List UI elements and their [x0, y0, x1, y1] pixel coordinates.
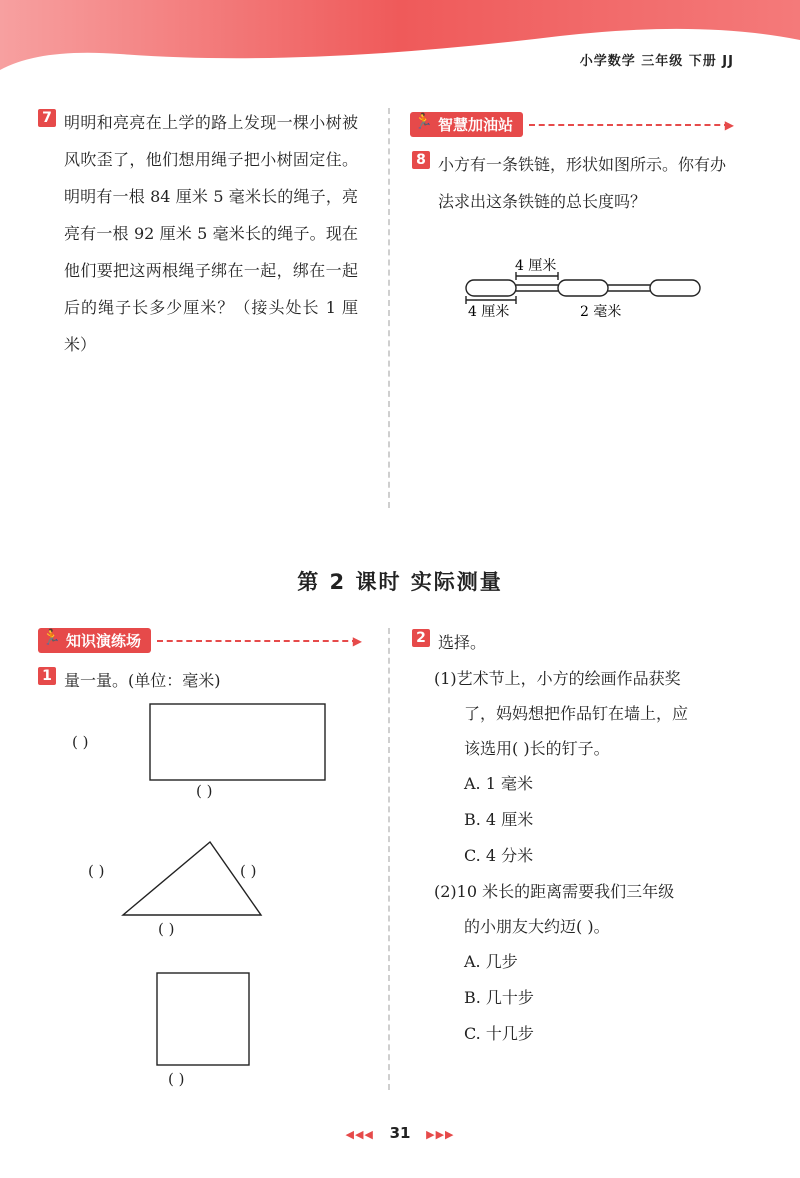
section-tag-pill	[410, 112, 523, 137]
square-shape	[157, 973, 249, 1065]
label-top: 4 厘米	[515, 258, 557, 274]
choice-option[interactable]: C. 4 分米	[464, 846, 534, 865]
page-footer	[0, 1124, 800, 1142]
section-tag-pill	[38, 628, 151, 653]
answer-blank[interactable]: ( )	[240, 862, 257, 880]
header-meta: 小学数学 三年级 下册 JJ	[579, 54, 734, 69]
rectangle-shape	[150, 704, 325, 780]
question-2	[412, 624, 772, 1052]
column-divider-top	[388, 108, 390, 508]
label-left: 4 厘米	[468, 304, 510, 320]
choice-option[interactable]: A. 1 毫米	[464, 774, 533, 793]
answer-blank[interactable]: ( )	[196, 782, 213, 800]
sub-question-1-line: 该选用( )长的钉子。	[464, 739, 610, 758]
answer-blank[interactable]: ( )	[158, 920, 175, 938]
chain-link	[466, 280, 516, 296]
sub-question-2-line: 的小朋友大约迈( )。	[464, 917, 610, 936]
page-number: 31	[389, 1124, 411, 1142]
sub-question-1-line: (1)艺术节上，小方的绘画作品获奖	[434, 669, 681, 688]
answer-blank[interactable]: ( )	[88, 862, 105, 880]
measure-shapes	[0, 690, 390, 1100]
arrow-right-icon: ▶	[724, 117, 734, 132]
runner-icon: 🏃	[42, 628, 61, 646]
answer-blank[interactable]: ( )	[72, 733, 89, 751]
arrow-right-icon: ▶	[352, 633, 362, 648]
question-text: 选择。	[438, 633, 487, 652]
runner-icon: 🏃	[414, 112, 433, 130]
question-text: 量一量。(单位：毫米)	[64, 671, 221, 690]
chain-link	[650, 280, 700, 296]
arrows-left-icon: ◀◀◀	[345, 1128, 374, 1141]
chain-link	[558, 280, 608, 296]
question-7	[38, 104, 368, 363]
section-tag-practice	[38, 628, 362, 653]
section-tag-wisdom	[410, 112, 734, 137]
question-number: 8	[412, 151, 430, 169]
choice-option[interactable]: B. 几十步	[464, 988, 534, 1007]
question-8	[412, 146, 742, 220]
dash-line	[529, 117, 734, 132]
section-tag-label: 知识演练场	[66, 632, 142, 650]
question-text: 小方有一条铁链，形状如图所示。你有办法求出这条铁链的总长度吗？	[438, 155, 727, 211]
choice-option[interactable]: B. 4 厘米	[464, 810, 534, 829]
answer-blank[interactable]: ( )	[168, 1070, 185, 1088]
label-right: 2 毫米	[580, 304, 622, 320]
sub-question-2-line: (2)10 米长的距离需要我们三年级	[434, 882, 675, 901]
question-text: 明明和亮亮在上学的路上发现一棵小树被风吹歪了，他们想用绳子把小树固定住。明明有一根 84 厘米 5 毫米长的绳子，亮亮有一根 92 厘米 5 毫米长的绳子。现在他们要把这两根绳子绑在一起，绑在一起后的绳子长多少厘米？（接头处长 1 厘米）	[64, 113, 358, 354]
section-tag-label: 智慧加油站	[438, 116, 514, 134]
question-number: 2	[412, 629, 430, 647]
chain-figure	[460, 252, 710, 332]
arrows-right-icon: ▶▶▶	[426, 1128, 455, 1141]
sub-question-1-line: 了，妈妈想把作品钉在墙上，应	[464, 704, 689, 723]
choice-option[interactable]: A. 几步	[464, 952, 518, 971]
question-number: 7	[38, 109, 56, 127]
lesson-title: 第 2 课时 实际测量	[297, 570, 503, 594]
question-number: 1	[38, 667, 56, 685]
choice-option[interactable]: C. 十几步	[464, 1024, 534, 1043]
dash-line	[157, 633, 362, 648]
